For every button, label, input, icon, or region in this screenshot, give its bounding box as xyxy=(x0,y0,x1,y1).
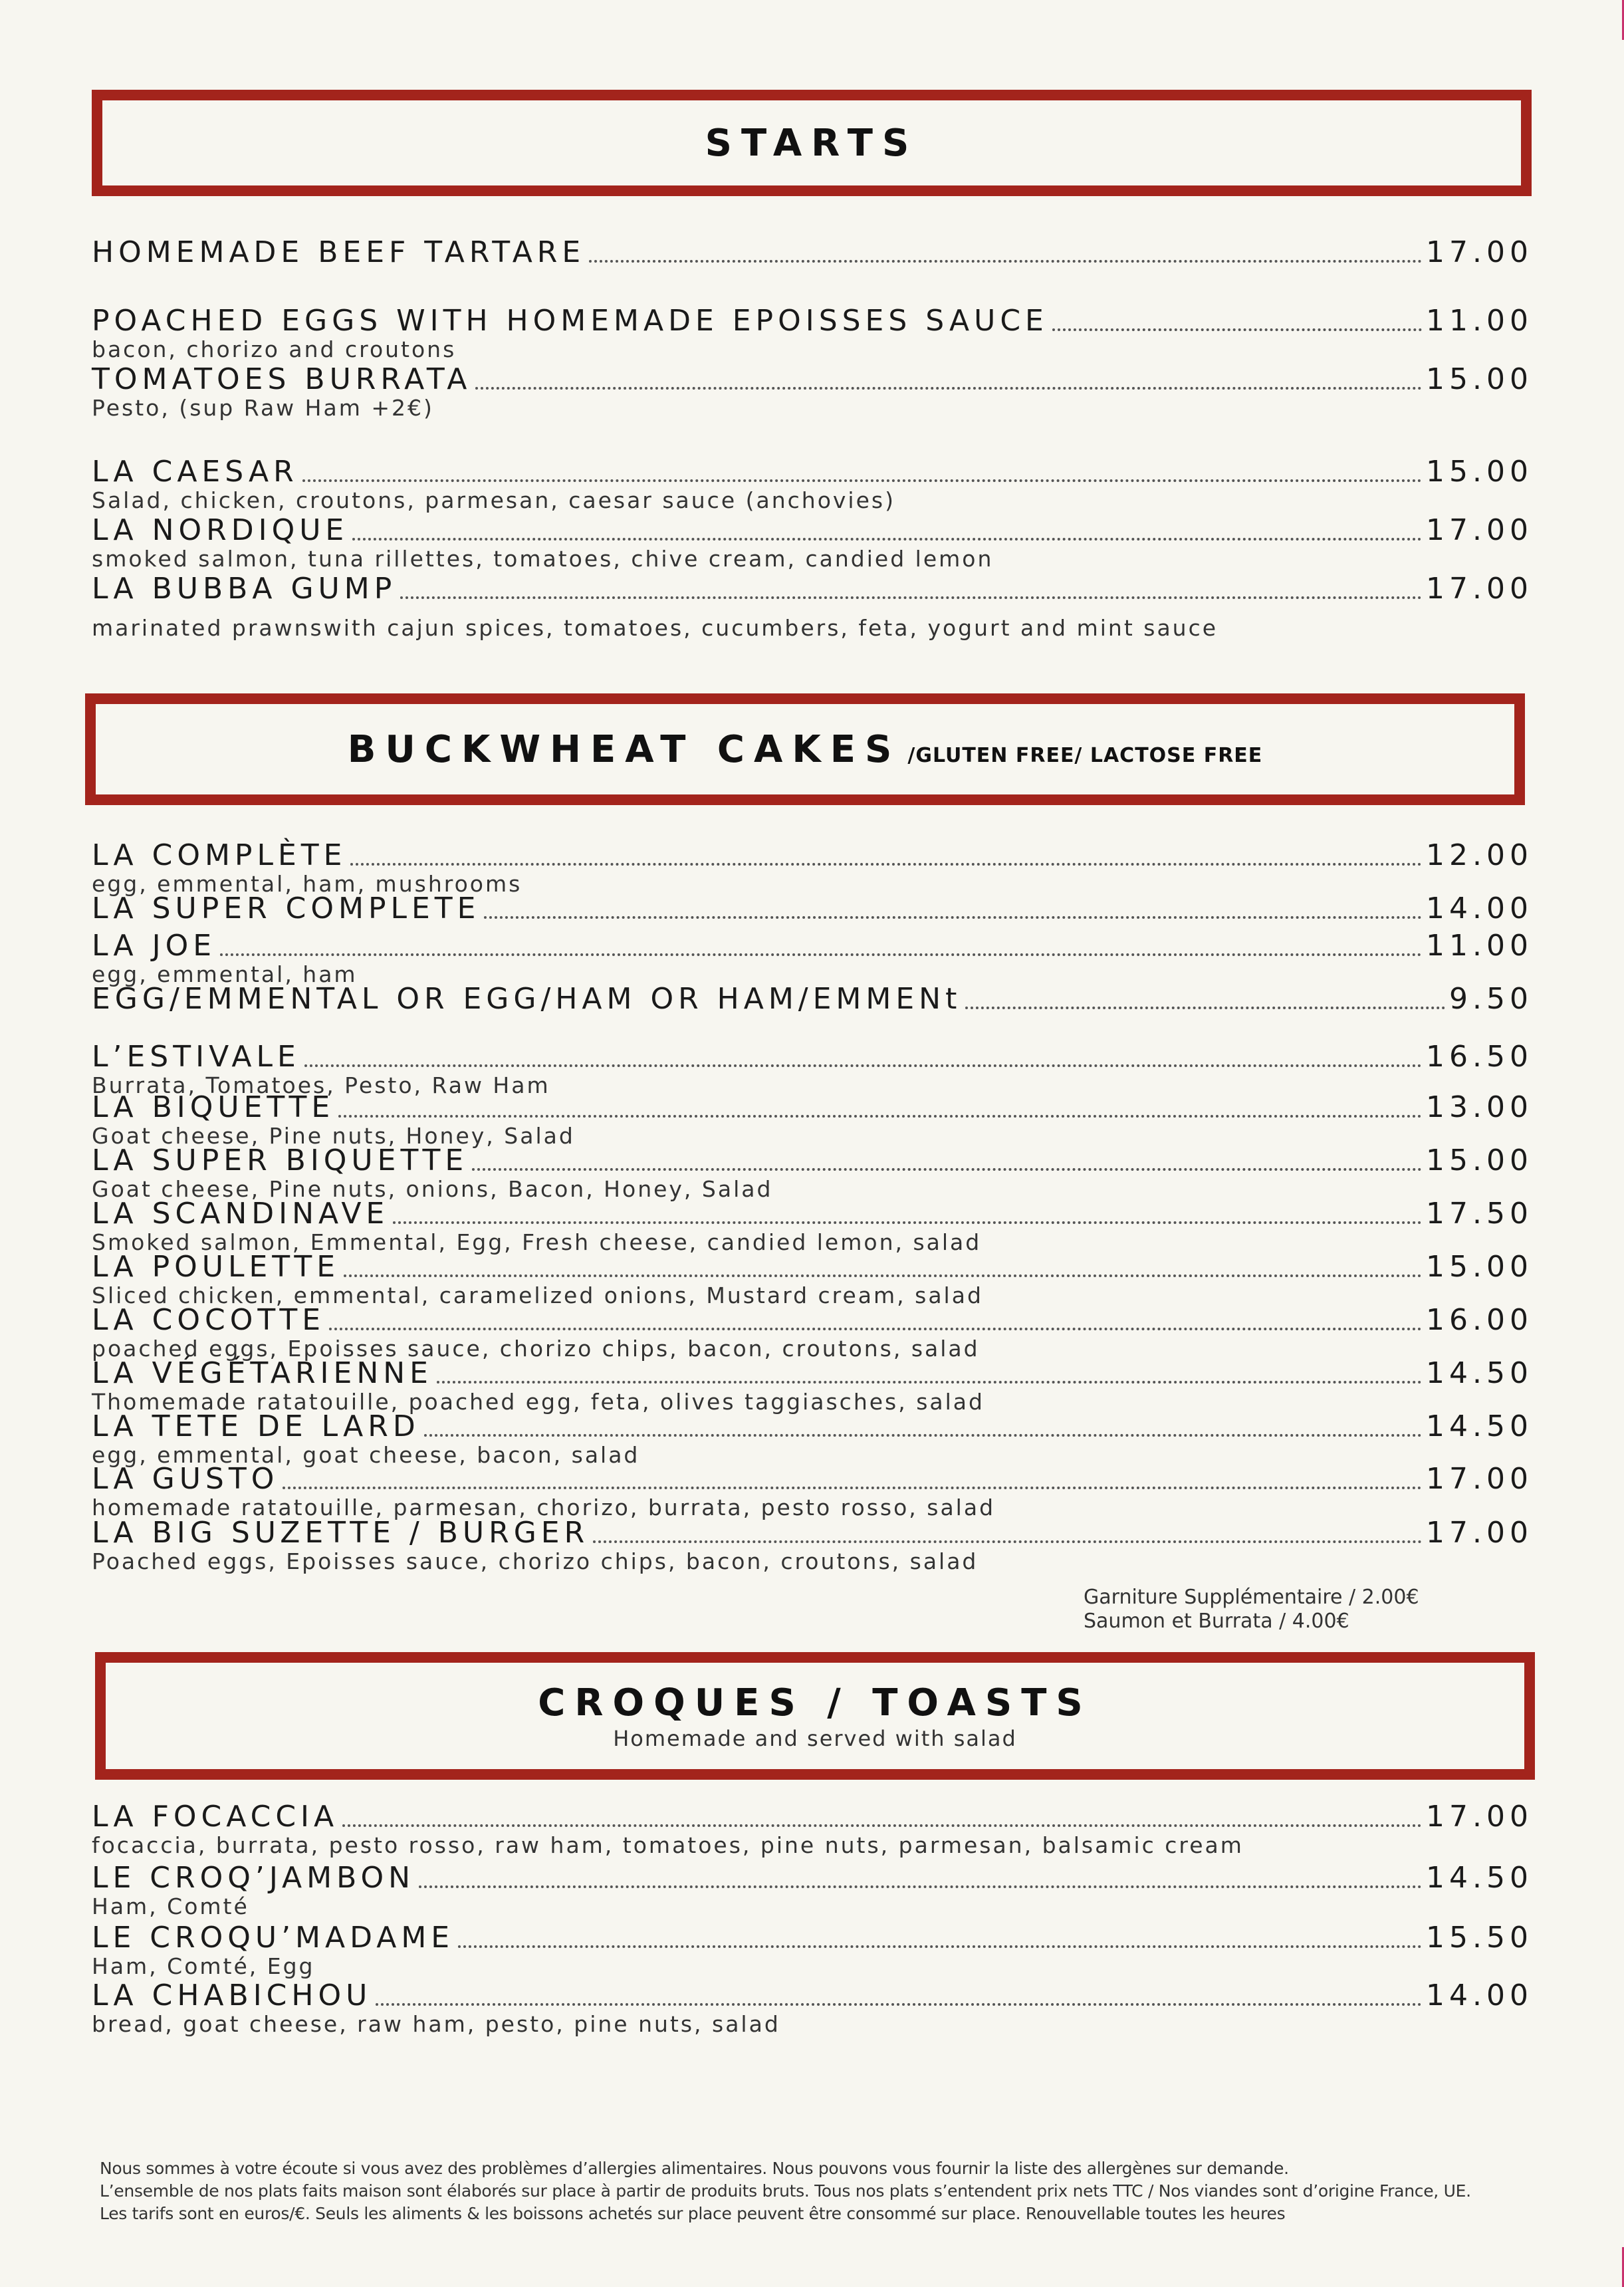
menu-item-name: LA SUPER BIQUETTE xyxy=(92,1144,469,1177)
dot-leader xyxy=(589,260,1422,263)
menu-item xyxy=(92,1800,1533,1858)
menu-item xyxy=(92,455,1533,513)
dot-leader xyxy=(304,1064,1422,1067)
menu-item xyxy=(92,1197,1533,1255)
menu-item xyxy=(92,1979,1533,2036)
menu-item-description: bread, goat cheese, raw ham, pesto, pine nuts, salad xyxy=(92,2011,780,2037)
menu-item-name: LA GUSTO xyxy=(92,1462,279,1496)
footer-line: Les tarifs sont en euros/€. Seuls les aliments & les boissons achetés sur place peuvent être consommé sur place. Renouvellable toutes les heures xyxy=(100,2204,1286,2223)
section-title: STARTS xyxy=(705,121,919,165)
menu-item-line xyxy=(92,1410,1533,1443)
menu-item-line xyxy=(92,1251,1533,1284)
menu-item xyxy=(92,514,1533,571)
menu-item-line xyxy=(92,1800,1533,1834)
menu-item-name: LA COCOTTE xyxy=(92,1303,326,1337)
menu-item-price: 17.50 xyxy=(1426,1197,1533,1231)
menu-item-name: LA TETE DE LARD xyxy=(92,1409,420,1443)
menu-item-line xyxy=(92,1040,1533,1074)
menu-item-name: LE CROQ’JAMBON xyxy=(92,1861,415,1895)
dot-leader xyxy=(302,479,1422,482)
dot-leader xyxy=(338,1115,1422,1118)
menu-item-name: LA BUBBA GUMP xyxy=(92,572,397,606)
dot-leader xyxy=(965,1007,1445,1009)
dot-leader xyxy=(393,1221,1422,1224)
menu-item-line xyxy=(92,1979,1533,2012)
menu-item xyxy=(92,1921,1533,1979)
menu-item-price: 15.00 xyxy=(1426,1144,1533,1177)
menu-item-price: 16.00 xyxy=(1426,1303,1533,1337)
menu-item-name: LA VÉGÉTARIENNE xyxy=(92,1356,433,1390)
menu-item-price: 13.00 xyxy=(1426,1090,1533,1124)
menu-item xyxy=(92,1040,1533,1098)
menu-item-description: smoked salmon, tuna rillettes, tomatoes, chive cream, candied lemon xyxy=(92,546,994,572)
menu-item-name: L’ESTIVALE xyxy=(92,1040,300,1074)
menu-item-line xyxy=(92,1516,1533,1550)
dot-leader xyxy=(1052,328,1422,331)
menu-item-name: LA NORDIQUE xyxy=(92,513,349,547)
menu-item-line xyxy=(92,572,1533,606)
menu-item-line xyxy=(92,1144,1533,1177)
dot-leader xyxy=(352,538,1422,541)
dot-leader xyxy=(593,1540,1422,1543)
section-header-croques xyxy=(95,1652,1535,1780)
section-title-text: BUCKWHEAT CAKES xyxy=(347,727,901,771)
dot-leader xyxy=(350,863,1422,866)
menu-item-name: LA BIQUETTE xyxy=(92,1090,335,1124)
menu-item-description: Goat cheese, Pine nuts, onions, Bacon, Honey, Salad xyxy=(92,1176,773,1202)
menu-item-price: 15.00 xyxy=(1426,1250,1533,1284)
menu-item-name: LE CROQU’MADAME xyxy=(92,1921,455,1955)
menu-item xyxy=(92,1091,1533,1148)
dot-leader xyxy=(472,1168,1422,1171)
menu-item xyxy=(92,1304,1533,1361)
menu-item xyxy=(92,236,1533,269)
menu-item-description: marinated prawnswith cajun spices, tomatoes, cucumbers, feta, yogurt and mint sauce xyxy=(92,615,1218,641)
menu-item-price: 15.00 xyxy=(1426,455,1533,489)
menu-item-price: 12.00 xyxy=(1426,838,1533,872)
menu-item xyxy=(92,363,1533,420)
menu-item-line xyxy=(92,1357,1533,1390)
footer-line: L’ensemble de nos plats faits maison sont élaborés sur place à partir de produits bruts. Tous nos plats s’entendent prix nets TTC / Nos viandes sont d’origine France, UE. xyxy=(100,2181,1471,2201)
extras-note xyxy=(1084,1586,1419,1633)
menu-item-line xyxy=(92,514,1533,547)
dot-leader xyxy=(283,1487,1422,1489)
menu-item-line xyxy=(92,363,1533,396)
menu-item-description: poached eggs, Epoisses sauce, chorizo chips, bacon, croutons, salad xyxy=(92,1336,980,1362)
dot-leader xyxy=(344,1274,1422,1277)
menu-item-name: LA CAESAR xyxy=(92,455,298,489)
menu-item xyxy=(92,892,1533,925)
menu-item-name: LA SCANDINAVE xyxy=(92,1197,390,1231)
menu-item-price: 14.00 xyxy=(1426,892,1533,925)
menu-item-description: Ham, Comté, Egg xyxy=(92,1953,315,1979)
footer-notice xyxy=(100,2157,1471,2225)
menu-item-line xyxy=(92,929,1533,963)
menu-item-price: 14.50 xyxy=(1426,1409,1533,1443)
menu-item-line xyxy=(92,983,1533,1016)
menu-item-line xyxy=(92,1197,1533,1231)
section-header-buckwheat xyxy=(85,693,1525,805)
menu-item xyxy=(92,983,1533,1016)
menu-item-price: 15.50 xyxy=(1426,1921,1533,1955)
menu-item-price: 14.50 xyxy=(1426,1356,1533,1390)
menu-item-description: Sliced chicken, emmental, caramelized onions, Mustard cream, salad xyxy=(92,1282,983,1308)
menu-item-description: focaccia, burrata, pesto rosso, raw ham, tomatoes, pine nuts, parmesan, balsamic cream xyxy=(92,1832,1244,1858)
section-subtitle: Homemade and served with salad xyxy=(613,1725,1017,1751)
dot-leader xyxy=(419,1885,1422,1888)
menu-item xyxy=(92,572,1533,640)
dot-leader xyxy=(484,916,1422,919)
menu-item-line xyxy=(92,1304,1533,1337)
dot-leader xyxy=(424,1434,1422,1437)
menu-item-price: 14.50 xyxy=(1426,1861,1533,1895)
section-title-note: /GLUTEN FREE/ LACTOSE FREE xyxy=(907,743,1263,767)
menu-item xyxy=(92,929,1533,987)
menu-item-name: EGG/EMMENTAL OR EGG/HAM OR HAM/EMMENt xyxy=(92,982,962,1016)
menu-item-description: egg, emmental, ham, mushrooms xyxy=(92,871,522,897)
footer-line: Nous sommes à votre écoute si vous avez des problèmes d’allergies alimentaires. Nous pouvons vous fournir la liste des allergènes sur demande. xyxy=(100,2159,1289,2178)
menu-item-price: 9.50 xyxy=(1449,982,1533,1016)
menu-item-name: POACHED EGGS WITH HOMEMADE EPOISSES SAUCE xyxy=(92,304,1048,338)
menu-item-name: LA SUPER COMPLETE xyxy=(92,892,481,925)
menu-item-line xyxy=(92,839,1533,872)
menu-item-name: LA BIG SUZETTE / BURGER xyxy=(92,1516,590,1550)
menu-item-line xyxy=(92,1921,1533,1955)
dot-leader xyxy=(475,387,1422,390)
dot-leader xyxy=(342,1824,1422,1827)
dot-leader xyxy=(329,1328,1422,1330)
menu-item-description: Ham, Comté xyxy=(92,1893,249,1919)
menu-item-description: egg, emmental, ham xyxy=(92,961,358,987)
section-title: CROQUES / TOASTS xyxy=(538,1681,1092,1725)
menu-item-line xyxy=(92,236,1533,269)
dot-leader xyxy=(437,1381,1422,1384)
menu-item xyxy=(92,1516,1533,1574)
menu-item xyxy=(92,1357,1533,1414)
menu-item-name: LA POULETTE xyxy=(92,1250,340,1284)
menu-item-description: Burrata, Tomatoes, Pesto, Raw Ham xyxy=(92,1072,550,1098)
menu-item xyxy=(92,304,1533,362)
extra-line: Garniture Supplémentaire / 2.00€ xyxy=(1084,1586,1419,1609)
menu-item xyxy=(92,1251,1533,1308)
menu-item-description: egg, emmental, goat cheese, bacon, salad xyxy=(92,1442,640,1468)
menu-item-price: 11.00 xyxy=(1426,304,1533,338)
menu-item-line xyxy=(92,1463,1533,1496)
dot-leader xyxy=(458,1945,1422,1948)
menu-item-description: Smoked salmon, Emmental, Egg, Fresh cheese, candied lemon, salad xyxy=(92,1229,982,1255)
extra-line: Saumon et Burrata / 4.00€ xyxy=(1084,1610,1349,1633)
menu-item-price: 11.00 xyxy=(1426,929,1533,963)
section-header-starts xyxy=(92,90,1532,196)
section-title xyxy=(348,728,1263,771)
menu-item-name: HOMEMADE BEEF TARTARE xyxy=(92,235,586,269)
menu-item-description: Pesto, (sup Raw Ham +2€) xyxy=(92,395,434,421)
dot-leader xyxy=(400,596,1422,599)
menu-item-price: 16.50 xyxy=(1426,1040,1533,1074)
menu-item-price: 17.00 xyxy=(1426,1800,1533,1834)
menu-item-line xyxy=(92,892,1533,925)
menu-item-description: Goat cheese, Pine nuts, Honey, Salad xyxy=(92,1123,575,1149)
menu-item-line xyxy=(92,304,1533,338)
menu-item xyxy=(92,1463,1533,1520)
menu-item-price: 17.00 xyxy=(1426,513,1533,547)
menu-item-name: LA COMPLÈTE xyxy=(92,838,347,872)
menu-item-description: bacon, chorizo and croutons xyxy=(92,336,457,362)
menu-item-price: 17.00 xyxy=(1426,1462,1533,1496)
dot-leader xyxy=(376,2003,1422,2006)
menu-item-line xyxy=(92,1091,1533,1124)
dot-leader xyxy=(220,953,1422,956)
menu-item-price: 14.00 xyxy=(1426,1979,1533,2012)
menu-item-price: 17.00 xyxy=(1426,235,1533,269)
menu-item-line xyxy=(92,455,1533,489)
menu-item-price: 17.00 xyxy=(1426,1516,1533,1550)
menu-item xyxy=(92,1144,1533,1201)
menu-item-name: LA FOCACCIA xyxy=(92,1800,339,1834)
menu-item xyxy=(92,1410,1533,1467)
menu-item-name: TOMATOES BURRATA xyxy=(92,362,472,396)
menu-item-line xyxy=(92,1862,1533,1895)
menu-item xyxy=(92,839,1533,896)
menu-item-description: homemade ratatouille, parmesan, chorizo, burrata, pesto rosso, salad xyxy=(92,1495,996,1520)
menu-item-price: 15.00 xyxy=(1426,362,1533,396)
menu-item-price: 17.00 xyxy=(1426,572,1533,606)
menu-item xyxy=(92,1862,1533,1919)
menu-item-description: Thomemade ratatouille, poached egg, feta, olives taggiasches, salad xyxy=(92,1389,985,1415)
menu-item-name: LA JOE xyxy=(92,929,217,963)
menu-item-name: LA CHABICHOU xyxy=(92,1979,372,2012)
menu-item-description: Poached eggs, Epoisses sauce, chorizo chips, bacon, croutons, salad xyxy=(92,1548,979,1574)
menu-item-description: Salad, chicken, croutons, parmesan, caesar sauce (anchovies) xyxy=(92,487,895,513)
